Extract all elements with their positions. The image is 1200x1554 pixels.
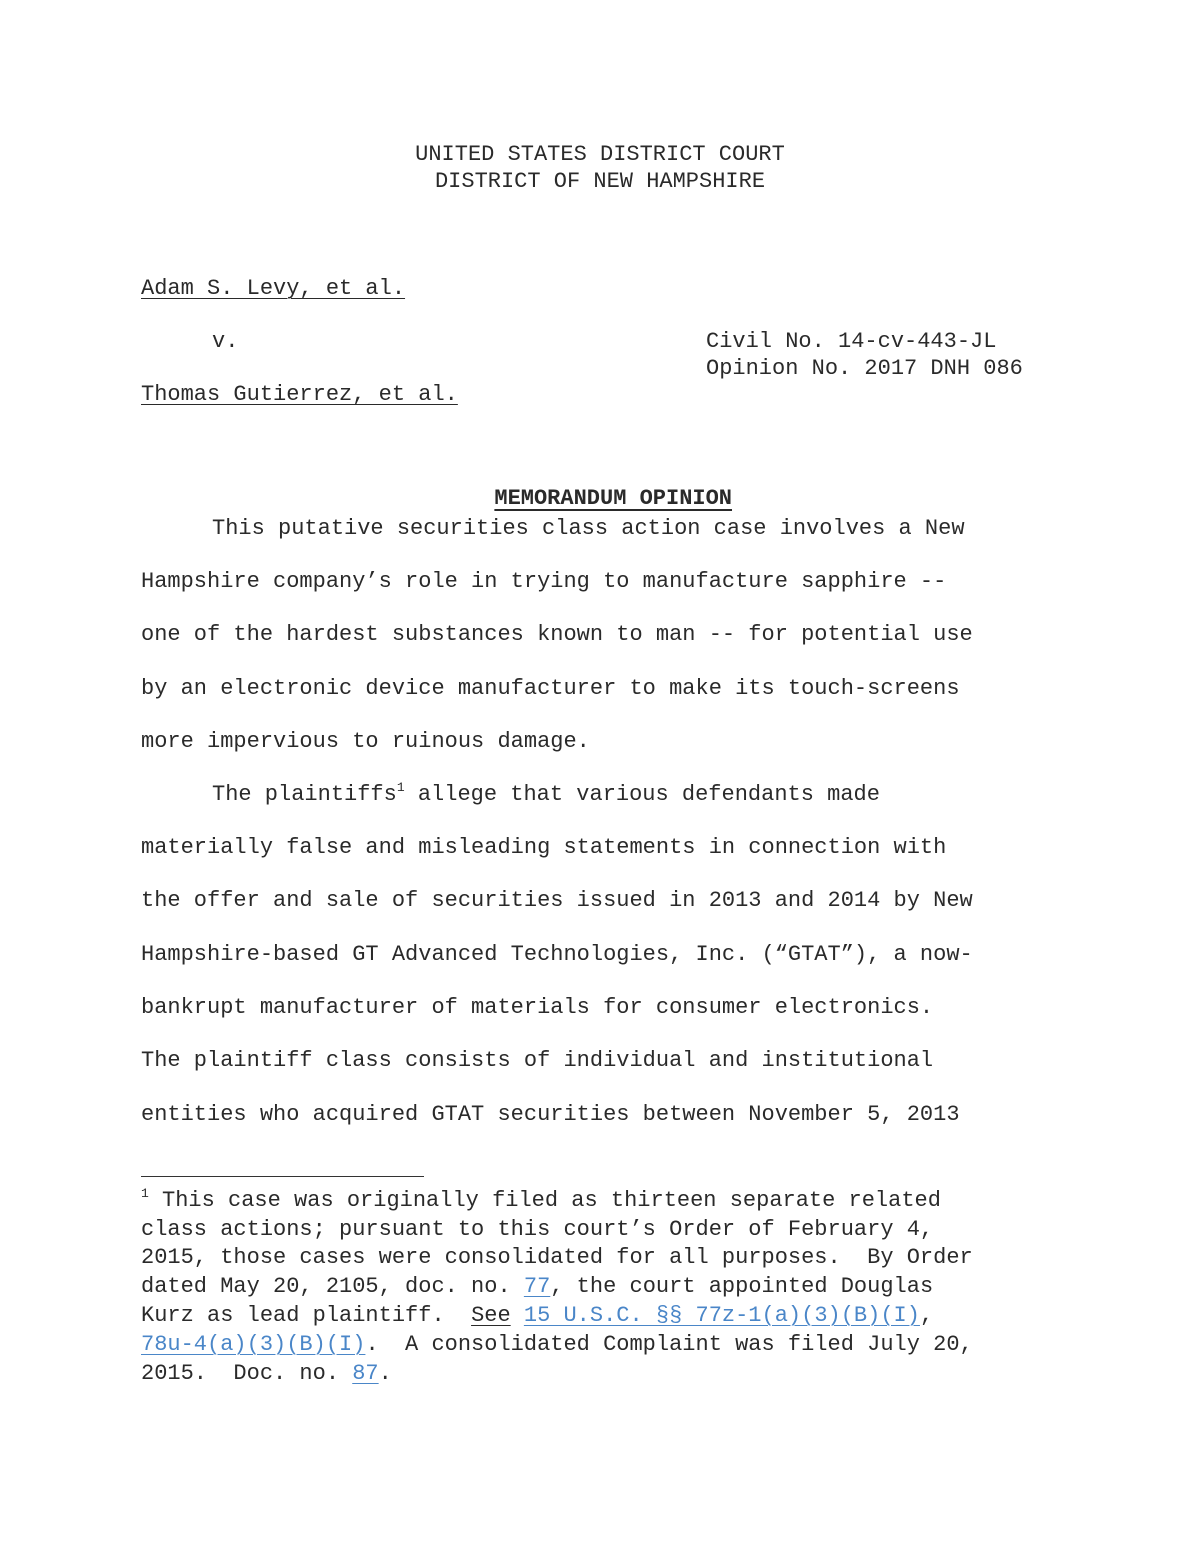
court-name: UNITED STATES DISTRICT COURT [415,142,785,167]
body-line: Hampshire-based GT Advanced Technologies, Inc. (“GTAT”), a now- [141,942,973,967]
memorandum-title: MEMORANDUM OPINION [494,486,733,511]
civil-number: Civil No. 14-cv-443-JL [706,329,997,354]
footnote-text: , the court appointed Douglas [550,1274,934,1299]
doc-87-link[interactable]: 87 [352,1361,379,1386]
opinion-number: Opinion No. 2017 DNH 086 [706,356,1023,381]
see-signal: See [471,1303,511,1328]
defendant-name: Thomas Gutierrez, et al. [141,382,458,407]
statute-78u-link[interactable]: 78u-4(a)(3)(B)(I) [141,1332,366,1357]
footnote-line: class actions; pursuant to this court’s Order of February 4, [141,1217,934,1242]
footnote-text: . A consolidated Complaint was filed July 20, [365,1332,973,1357]
body-text: allege that various defendants made [404,782,880,807]
footnote-text: . [378,1361,392,1386]
body-line: the offer and sale of securities issued in 2013 and 2014 by New [141,888,973,913]
footnote-line [141,1303,933,1328]
body-line: more impervious to ruinous damage. [141,729,590,754]
footnote-line: 2015, those cases were consolidated for all purposes. By Order [141,1245,973,1270]
footnote-text: , [919,1303,934,1328]
footnote-text: Kurz as lead plaintiff. [141,1303,472,1328]
body-line: bankrupt manufacturer of materials for consumer electronics. [141,995,934,1020]
body-line: by an electronic device manufacturer to make its touch-screens [141,676,960,701]
footnote-line [141,1361,392,1386]
footnote-text: 2015. Doc. no. [141,1361,353,1386]
footnote-divider [141,1176,424,1177]
footnote-line [141,1332,973,1357]
body-line: The plaintiff class consists of individual and institutional [141,1048,934,1073]
body-line: materially false and misleading statements in connection with [141,835,947,860]
plaintiff-name: Adam S. Levy, et al. [141,276,406,301]
body-line: entities who acquired GTAT securities between November 5, 2013 [141,1102,960,1127]
body-text: The plaintiffs [212,782,397,807]
footnote-text [511,1303,524,1328]
footnote-marker: 1 [141,1186,149,1201]
doc-77-link[interactable]: 77 [523,1274,551,1299]
versus: v. [212,329,239,354]
body-line: Hampshire company’s role in trying to manufacture sapphire -- [141,569,947,594]
footnote-line [141,1188,941,1213]
footnote-line [141,1274,933,1299]
page-title [0,461,1200,511]
district-name: DISTRICT OF NEW HAMPSHIRE [434,169,766,194]
footnote-reference[interactable]: 1 [396,780,405,795]
footnote-text: dated May 20, 2105, doc. no. [141,1274,524,1299]
footnote-text: This case was originally filed as thirteen separate related [148,1188,941,1213]
body-line: This putative securities class action case involves a New [212,516,965,541]
body-line [212,782,880,807]
body-line: one of the hardest substances known to man -- for potential use [141,622,973,647]
statute-77z-link[interactable]: 15 U.S.C. §§ 77z-1(a)(3)(B)(I) [523,1303,920,1328]
